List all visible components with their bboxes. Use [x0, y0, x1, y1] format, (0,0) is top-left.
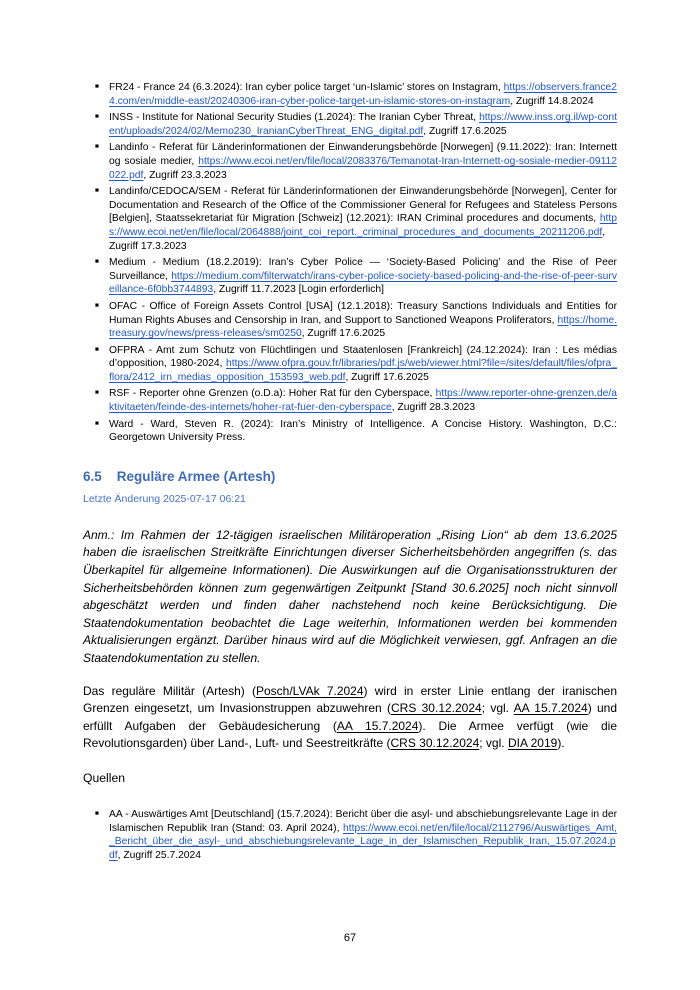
reference-item: [95, 386, 617, 414]
bullet-square-icon: ■: [95, 389, 99, 397]
bullet-square-icon: ■: [95, 187, 99, 195]
citation-link[interactable]: Posch/LVAk 7.2024: [256, 683, 364, 698]
page-number: 67: [343, 932, 357, 944]
bullet-square-icon: ■: [95, 345, 99, 353]
text-segment: OFPRA - Amt zum Schutz von Flüchtlingen und Staatenlosen [Frankreich] (24.12.2024): Iran : Les médias d’opposition, 1980-2024,: [109, 344, 617, 370]
text-segment: Landinfo - Referat für Länderinformationen der Einwanderungsbehörde [Norwegen] (9.11.2022): Iran: Internett og sosiale medier,: [109, 142, 617, 167]
text-segment: ).: [557, 736, 565, 751]
text-segment: ; vgl.: [481, 701, 514, 716]
citation-link[interactable]: AA 15.7.2024: [336, 718, 419, 733]
text-segment: , Zugriff 28.3.2023: [391, 402, 476, 414]
reference-item: [95, 343, 617, 385]
reference-item: [95, 417, 617, 445]
text-segment: ) und erfüllt Aufgaben der Gebäudesicherung (: [83, 701, 618, 733]
text-segment: , Zugriff 17.6.2025: [301, 328, 386, 340]
url-link[interactable]: https://www.ecoi.net/en/file/local/2112796/Auswärtiges_Amt,_Bericht_über_die_asyl-_und_abschiebungsrelevante_Lage_in_der_Islamischen_Republik_Iran,_15.07.2024.pdf: [109, 822, 617, 861]
text-segment: Landinfo/CEDOCA/SEM - Referat für Länderinformationen der Einwanderungsbehörde [Norwegen], Center for Documentation and Research of the Office of the Commissioner General for Refugees and Stateless Persons [Belgien], Staatssekretariat für Migration [Schweiz] (12.2021): IRAN Criminal procedures and documents,: [109, 186, 617, 225]
reference-item: [95, 255, 617, 297]
citation-link[interactable]: DIA 2019: [507, 736, 558, 751]
reference-item: [95, 80, 617, 108]
sources-heading: Quellen: [83, 770, 126, 785]
text-segment: , Zugriff 17.3.2023: [109, 226, 606, 252]
url-link[interactable]: https://www.inss.org.il/wp-content/uploads/2024/02/Memo230_IranianCyberThreat_ENG_digital.pdf: [109, 112, 617, 137]
text-segment: ) wird in erster Linie entlang der iranischen Grenzen eingesetzt, um Invasionstruppen abzuwehren (: [83, 683, 617, 716]
note-paragraph: Anm.: Im Rahmen der 12-tägigen israelischen Militäroperation „Rising Lion“ ab dem 13.6.2025 haben die israelischen Streitkräfte Einrichtungen diverser Sicherheitsbehörden angegriffen (s. das Überkapitel für allgemeine Informationen). Die Auswirkungen auf die Organisationsstrukturen der Sicherheitsbehörden können zum gegenwärtigen Zeitpunkt [Stand 30.6.2025] noch nicht sinnvoll abgeschätzt werden und finden daher nachstehend noch keine Berücksichtigung. Die Staatendokumentation beobachtet die Lage weiterhin, Informationen werden bei kommenden Aktualisierungen ergänzt. Darüber hinaus wird auf die Möglichkeit verwiesen, ggf. Anfragen an die Staatendokumentation zu stellen.: [83, 527, 617, 665]
text-segment: , Zugriff 14.8.2024: [510, 95, 594, 107]
text-segment: FR24 - France 24 (6.3.2024): Iran cyber police target ‘un-Islamic’ stores on Instagram,: [109, 82, 504, 93]
text-segment: ; vgl.: [479, 736, 508, 751]
references-list-top: [95, 80, 617, 445]
last-change-line: Letzte Änderung 2025-07-17 06:21: [83, 492, 246, 505]
citation-link[interactable]: AA 15.7.2024: [513, 701, 588, 716]
text-segment: Ward - Ward, Steven R. (2024): Iran’s Ministry of Intelligence. A Concise History. Washington, D.C.: Georgetown University Press.: [109, 418, 617, 444]
bullet-square-icon: ■: [95, 419, 99, 427]
citation-link[interactable]: CRS 30.12.2024: [390, 736, 480, 751]
section-heading: [83, 469, 617, 484]
text-segment: , Zugriff 25.7.2024: [117, 849, 201, 861]
url-link[interactable]: https://www.ecoi.net/en/file/local/2083376/Temanotat-Iran-Internett-og-sosiale-medier-09112022.pdf: [109, 155, 617, 181]
section-title: Reguläre Armee (Artesh): [116, 468, 276, 484]
text-segment: Medium - Medium (18.2.2019): Iran’s Cyber Police — ‘Society-Based Policing’ and the Rise of Peer Surveillance,: [109, 257, 617, 282]
url-link[interactable]: https://www.ecoi.net/en/file/local/2064888/joint_coi_report._criminal_procedures_and_documents_20211206.pdf: [109, 213, 617, 238]
text-segment: AA - Auswärtiges Amt [Deutschland] (15.7.2024): Bericht über die asyl- und abschiebungsrelevante Lage in der Islamischen Republik Iran (Stand: 03. April 2024),: [109, 808, 617, 834]
text-segment: , Zugriff 17.6.2025: [423, 125, 507, 137]
url-link[interactable]: https://home.treasury.gov/news/press-releases/sm0250: [109, 314, 617, 340]
bullet-square-icon: ■: [95, 809, 99, 817]
text-segment: INSS - Institute for National Security Studies (1.2024): The Iranian Cyber Threat,: [109, 112, 480, 124]
section-number: 6.5: [83, 468, 102, 484]
bullet-square-icon: ■: [95, 113, 99, 121]
text-segment: , Zugriff 11.7.2023 [Login erforderlich]: [213, 284, 384, 296]
text-segment: RSF - Reporter ohne Grenzen (o.D.a): Hoher Rat für den Cyberspace,: [109, 388, 436, 400]
bullet-square-icon: ■: [95, 258, 99, 266]
bullet-square-icon: ■: [95, 83, 99, 90]
citation-link[interactable]: CRS 30.12.2024: [391, 701, 482, 716]
url-link[interactable]: https://observers.france24.com/en/middle-east/20240306-iran-cyber-police-target-un-islamic-stores-on-instagram: [109, 82, 617, 107]
reference-item: [95, 807, 617, 862]
page-footer: [0, 932, 700, 944]
reference-item: [95, 299, 617, 341]
bullet-square-icon: ■: [95, 301, 99, 309]
url-link[interactable]: https://medium.com/filterwatch/irans-cyber-police-society-based-policing-and-the-rise-of-peer-surveillance-6f0bb3744893: [109, 270, 617, 296]
reference-item: [95, 110, 617, 138]
reference-item: [95, 184, 617, 253]
text-segment: , Zugriff 23.3.2023: [143, 169, 227, 181]
text-segment: OFAC - Office of Foreign Assets Control [USA] (12.1.2018): Treasury Sanctions Individuals and Entities for Human Rights Abuses and Censorship in Iran, and Support to Sanctioned Weapons Proliferators,: [109, 300, 617, 326]
references-list-bottom: [95, 807, 617, 862]
url-link[interactable]: https://www.ofpra.gouv.fr/libraries/pdf.js/web/viewer.html?file=/sites/default/files/ofpra_flora/2412_irn_medias_opposition_153593_web.pdf: [109, 358, 617, 383]
bullet-square-icon: ■: [95, 143, 99, 151]
url-link[interactable]: https://www.reporter-ohne-grenzen.de/aktivitaeten/feinde-des-internets/hoher-rat-fuer-den-cyberspace: [109, 388, 617, 414]
body-paragraph: [83, 683, 617, 753]
reference-item: [95, 140, 617, 182]
text-segment: , Zugriff 17.6.2025: [345, 371, 429, 383]
text-segment: ). Die Armee verfügt (wie die Revolutionsgarden) über Land-, Luft- und Seestreitkräfte (: [83, 718, 617, 751]
text-segment: Das reguläre Militär (Artesh) (: [83, 683, 256, 698]
